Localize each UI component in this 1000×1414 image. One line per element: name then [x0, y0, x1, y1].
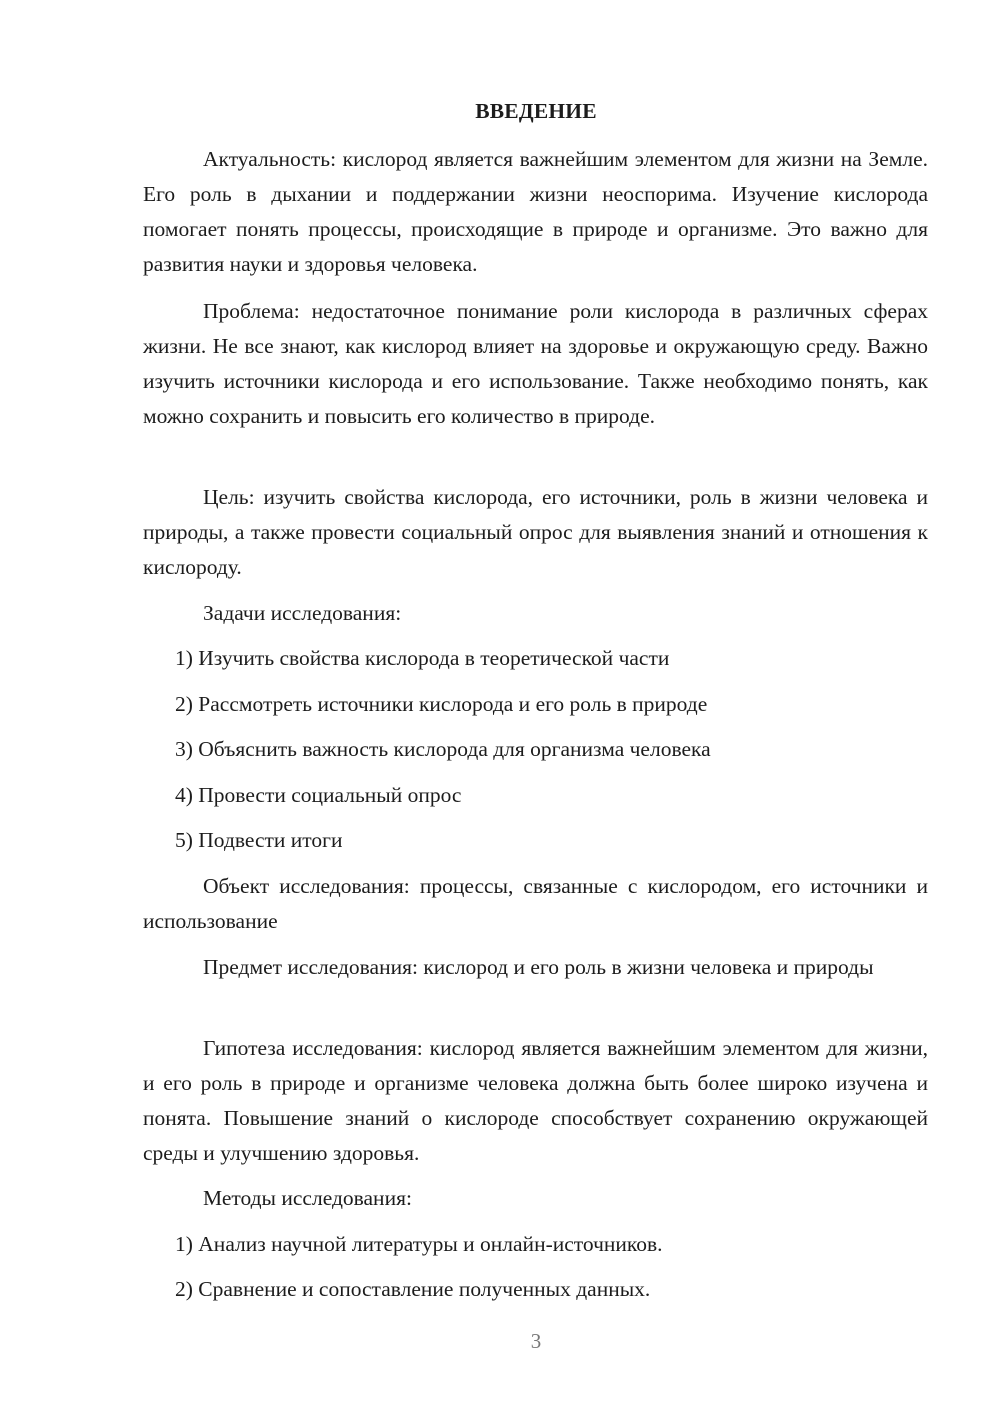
page-number: 3 — [530, 1329, 542, 1353]
tasks-label: Задачи исследования: — [203, 601, 402, 625]
paragraph-hypothesis: Гипотеза исследования: кислород является важнейшим элементом для жизни, и его роль в природе и организме человека должна быть более широко изучена и понята. Повышение знаний о кислороде способствует сохранению окружающей среды и улучшению здоровья. — [143, 1036, 928, 1165]
paragraph-subject: Предмет исследования: кислород и его роль в жизни человека и природы — [203, 955, 874, 979]
task-item-2: 2) Рассмотреть источники кислорода и его роль в природе — [175, 692, 708, 716]
paragraph-goal: Цель: изучить свойства кислорода, его источники, роль в жизни человека и природы, а также провести социальный опрос для выявления знаний и отношения к кислороду. — [143, 485, 928, 579]
paragraph-relevance: Актуальность: кислород является важнейшим элементом для жизни на Земле. Его роль в дыхании и поддержании жизни неоспорима. Изучение кислорода помогает понять процессы, происходящие в природе и организме. Это важно для развития науки и здоровья человека. — [143, 147, 928, 276]
paragraph-object: Объект исследования: процессы, связанные с кислородом, его источники и использование — [143, 874, 928, 933]
section-heading: ВВЕДЕНИЕ — [475, 99, 597, 123]
method-item-2: 2) Сравнение и сопоставление полученных данных. — [175, 1277, 651, 1301]
task-item-5: 5) Подвести итоги — [175, 828, 343, 852]
task-item-4: 4) Провести социальный опрос — [175, 783, 462, 807]
task-item-1: 1) Изучить свойства кислорода в теоретической части — [175, 646, 670, 670]
paragraph-problem: Проблема: недостаточное понимание роли кислорода в различных сферах жизни. Не все знают, как кислород влияет на здоровье и окружающую среду. Важно изучить источники кислорода и его использование. Также необходимо понять, как можно сохранить и повысить его количество в природе. — [143, 299, 928, 428]
methods-label: Методы исследования: — [203, 1186, 412, 1210]
method-item-1: 1) Анализ научной литературы и онлайн-источников. — [175, 1232, 663, 1256]
task-item-3: 3) Объяснить важность кислорода для организма человека — [175, 737, 711, 761]
